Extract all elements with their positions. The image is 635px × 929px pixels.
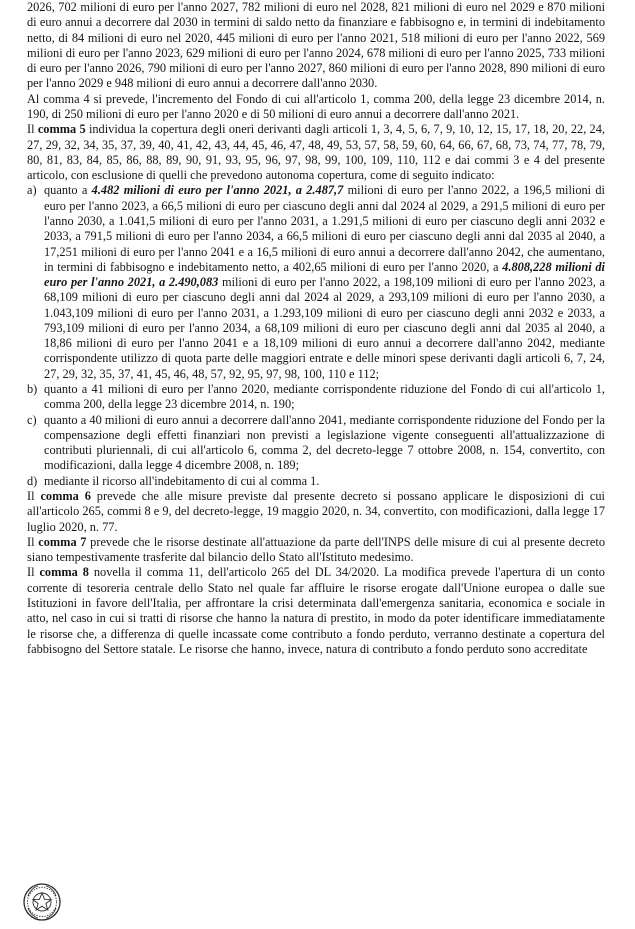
comma-5-text: individua la copertura degli oneri derivanti dagli articoli 1, 3, 4, 5, 6, 7, 9, 10, 12, 15, 17, 18, 20, 22, 24, 27, 29, 32, 34, 35, 37, 39, 40, 41, 42, 43, 44, 45, 46, 47, 48, 49, 53, 57, 58, 59, 60, 64, 66, 67, 68, 73, 74, 77, 78, 79, 80, 81, 83, 84, 85, 86, 88, 89, 90, 91, 93, 95, 96, 97, 98, 99, 100, 109, 110, 112 e dai commi 3 e 4 del presente articolo, con esclusione di quelli che prevedono autonoma copertura, come di seguito indicato: <box>27 122 605 183</box>
paragraph-intro: 2026, 702 milioni di euro per l'anno 2027, 782 milioni di euro nel 2028, 821 milioni di euro nel 2029 e 870 milioni di euro annui a decorrere dal 2030 in termini di saldo netto da finanziare e fabbisogno e, in termini di indebitamento netto, di 84 milioni di euro nel 2020, 445 milioni di euro per l'anno 2021, 518 milioni di euro per l'anno 2022, 569 milioni di euro per l'anno 2023, 629 milioni di euro per l'anno 2024, 678 milioni di euro per l'anno 2025, 733 milioni di euro per l'anno 2026, 790 milioni di euro per l'anno 2027, 860 milioni di euro per l'anno 2028, 890 milioni di euro per l'anno 2029 e 948 milioni di euro annui a decorrere dall'anno 2030. <box>27 0 605 91</box>
list-item-c <box>27 413 605 474</box>
comma-5-pre: Il <box>27 122 38 137</box>
list-item-d-label: d) <box>27 473 38 488</box>
comma-6-pre: Il <box>27 489 41 503</box>
list-item-d <box>27 474 605 489</box>
list-item-a <box>27 183 605 382</box>
document-page <box>27 0 605 657</box>
list-item-a-text-3: milioni di euro per l'anno 2022, a 198,109 milioni di euro per l'anno 2023, a 68,109 milioni di euro per ciascuno degli anni dal 2024 al 2029, a 293,109 milioni di euro per l'anno 2030, a 1.043,109 milioni di euro per l'anno 2031, a 1.293,109 milioni di euro per ciascuno degli anni 2032 e 2033, a 793,109 milioni di euro per l'anno 2034, a 68,109 milioni di euro per ciascuno degli anni dal 2035 al 2040, a 18,86 milioni di euro per l'anno 2041 e a 18,109 milioni di euro annui a decorrere dall'anno 2042, mediante corrispondente utilizzo di quota parte delle maggiori entrate e delle minori spese derivanti dagli articoli 6, 7, 24, 27, 29, 32, 35, 37, 41, 45, 46, 48, 57, 92, 95, 97, 98, 100, 110 e 112; <box>44 275 605 381</box>
list-item-a-text-2: milioni di euro per l'anno 2022, a 196,5 milioni di euro per l'anno 2023, a 66,5 milioni di euro per ciascuno degli anni dal 2024 al 2029, a 291,5 milioni di euro per l'anno 2030, a 1.041,5 milioni di euro per l'anno 2031, a 1.291,5 milioni di euro per ciascuno degli anni 2032 e 2033, a 791,5 milioni di euro per l'anno 2034, a 66,5 milioni di euro per ciascuno degli anni dal 2035 al 2040, a 17,251 milioni di euro per l'anno 2041 e a 16,5 milioni di euro annui a decorrere dall'anno 2042, che aumentano, in termini di fabbisogno e indebitamento netto, a 402,65 milioni di euro per l'anno 2020, a <box>44 183 605 274</box>
comma-7-pre: Il <box>27 534 39 549</box>
paragraph-comma-6 <box>27 489 605 535</box>
list-item-c-text: quanto a 40 milioni di euro annui a decorrere dall'anno 2041, mediante corrispondente riduzione del Fondo per la compensazione degli effetti finanziari non previsti a legislazione vigente conseguenti all'attualizzazione di contributi pluriennali, di cui all'articolo 6, comma 2, del decreto-legge 7 ottobre 2008, n. 154, convertito, con modificazioni, dalla legge 4 dicembre 2008, n. 189; <box>44 412 605 473</box>
comma-5-heading: comma 5 <box>37 122 86 137</box>
coverage-list <box>27 183 605 489</box>
official-seal-icon <box>22 882 62 922</box>
paragraph-comma-7 <box>27 535 605 566</box>
list-item-c-label: c) <box>27 412 37 427</box>
list-item-a-emphasis-1: 4.482 milioni di euro per l'anno 2021, a 2.487,7 <box>91 183 344 198</box>
comma-7-text: prevede che le risorse destinate all'attuazione da parte dell'INPS delle misure di cui al presente decreto siano tempestivamente trasferite dal bilancio dello Stato all'Istituto medesimo. <box>27 534 605 565</box>
comma-6-heading: comma 6 <box>40 489 91 503</box>
comma-8-text: novella il comma 11, dell'articolo 265 del DL 34/2020. La modifica prevede l'apertura di un conto corrente di tesoreria centrale dello Stato nel quale far affluire le risorse erogate dall'Unione europea o dalle sue Istituzioni in favore dell'Italia, per affrontare la crisi determinata dall'emergenza sanitaria, economica e sociale in atto, nel caso in cui si tratti di risorse che hanno la natura di prestito, in modo da poter identificare immediatamente le risorse che, a differenza di quelle incassate come contributo a fondo perduto, verranno destinate a copertura del fabbisogno del Settore statale. Le risorse che hanno, invece, natura di contributo a fondo perduto sono accreditate <box>27 565 605 656</box>
comma-6-text: prevede che alle misure previste dal presente decreto si possano applicare le disposizioni di cui all'articolo 265, commi 8 e 9, del decreto-legge, 19 maggio 2020, n. 34, convertito, con modificazioni, dalla legge 17 luglio 2020, n. 77. <box>27 489 605 534</box>
paragraph-comma-8 <box>27 565 605 657</box>
list-item-b <box>27 382 605 413</box>
comma-7-heading: comma 7 <box>38 534 87 549</box>
list-item-d-text: mediante il ricorso all'indebitamento di cui al comma 1. <box>44 473 320 488</box>
list-item-a-text-1: quanto a <box>44 183 92 198</box>
list-item-a-emphasis-2: 4.808,228 milioni di euro per l'anno 2021, a 2.490,083 <box>44 259 605 290</box>
list-item-a-label: a) <box>27 183 37 198</box>
paragraph-comma-5 <box>27 122 605 183</box>
comma-8-pre: Il <box>27 565 40 580</box>
comma-8-heading: comma 8 <box>39 565 89 580</box>
document-body <box>27 0 605 657</box>
list-item-b-text: quanto a 41 milioni di euro per l'anno 2020, mediante corrispondente riduzione del Fondo di cui all'articolo 1, comma 200, della legge 23 dicembre 2014, n. 190; <box>44 382 605 412</box>
paragraph-comma-4: Al comma 4 si prevede, l'incremento del Fondo di cui all'articolo 1, comma 200, della legge 23 dicembre 2014, n. 190, di 250 milioni di euro per l'anno 2020 e di 50 milioni di euro annui a decorrere dall'anno 2021. <box>27 91 605 121</box>
list-item-b-label: b) <box>27 382 38 397</box>
